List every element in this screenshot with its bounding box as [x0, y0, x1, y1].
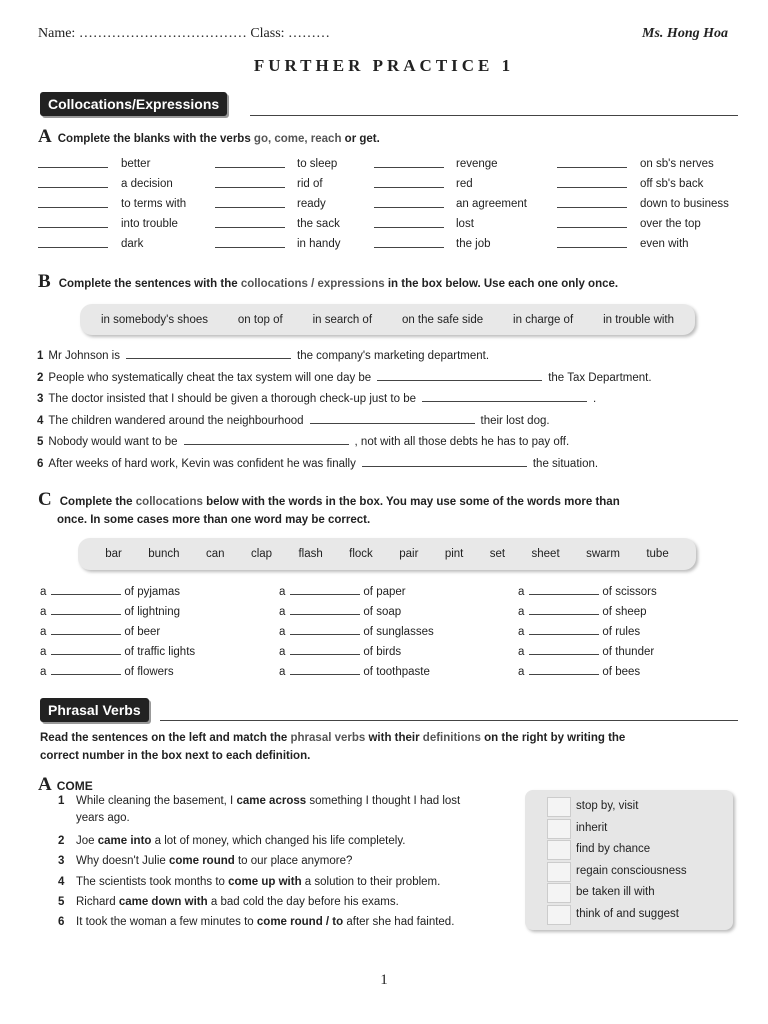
- answer-blank[interactable]: [529, 664, 599, 675]
- answer-blank[interactable]: [38, 157, 108, 168]
- sentence-number: 1: [37, 350, 44, 362]
- phrase-text: of beer: [124, 626, 161, 638]
- phrase-text: to terms with: [121, 198, 187, 210]
- answer-blank[interactable]: [215, 177, 285, 188]
- phrase-text: lost: [456, 218, 474, 230]
- sentence-number: 6: [58, 916, 65, 928]
- sentence-row: [37, 456, 598, 470]
- phrase-text: of scissors: [602, 586, 657, 598]
- answer-box[interactable]: [547, 883, 571, 903]
- phrasal-rule: [160, 720, 738, 721]
- sentence-text: Mr Johnson is: [48, 350, 120, 362]
- answer-blank[interactable]: [374, 217, 444, 228]
- article: a: [40, 606, 47, 618]
- section-letter: A: [38, 126, 52, 147]
- phrase-text: of paper: [363, 586, 406, 598]
- answer-box[interactable]: [547, 797, 571, 817]
- word-option: pint: [444, 548, 464, 560]
- teacher-name: Ms. Hong Hoa: [642, 26, 728, 41]
- phrasal-verb: come round: [168, 855, 235, 867]
- article: a: [40, 646, 47, 658]
- collocation-item: [40, 664, 174, 678]
- article: a: [518, 646, 525, 658]
- article: a: [279, 586, 286, 598]
- answer-box[interactable]: [547, 905, 571, 925]
- phrase-text: dark: [121, 238, 144, 250]
- phrasal-verb: come up with: [228, 876, 302, 888]
- collocation-item: [40, 604, 180, 618]
- collocation-item: [279, 664, 430, 678]
- sentence-row: [37, 413, 550, 427]
- phrasal-verb: came down with: [118, 896, 208, 908]
- answer-blank[interactable]: [126, 348, 291, 359]
- section-letter: C: [38, 489, 52, 510]
- answer-blank[interactable]: [51, 664, 121, 675]
- phrasal-verb: came across: [236, 795, 307, 807]
- definition-text: find by chance: [576, 843, 651, 855]
- answer-blank[interactable]: [38, 217, 108, 228]
- sentence-text: after she had fainted.: [343, 916, 455, 928]
- definition-text: be taken ill with: [576, 886, 655, 898]
- collocation-item: [518, 604, 647, 618]
- word-option: sheet: [531, 548, 560, 560]
- answer-box[interactable]: [547, 840, 571, 860]
- section-a-heading: [38, 126, 380, 149]
- sentence-number: 1: [58, 795, 65, 807]
- collocation-item: [279, 584, 406, 598]
- phrase-text: the sack: [297, 218, 340, 230]
- answer-blank[interactable]: [422, 391, 587, 402]
- sentence-text: While cleaning the basement, I: [76, 795, 237, 807]
- answer-blank[interactable]: [374, 177, 444, 188]
- collocations-rule: [250, 115, 738, 116]
- sentence-text: .: [593, 393, 597, 405]
- expression-option: in charge of: [513, 313, 574, 326]
- answer-blank[interactable]: [184, 434, 349, 445]
- section-b-instruction: Complete the sentences with the collocations / expressions in the box below. Use each one only once.: [58, 278, 619, 290]
- article: a: [518, 586, 525, 598]
- phrasal-sentence: [58, 896, 508, 908]
- sentence-text: the company's marketing department.: [297, 350, 490, 362]
- article: a: [40, 626, 47, 638]
- answer-blank[interactable]: [215, 197, 285, 208]
- sentence-number: 5: [58, 896, 65, 908]
- sentence-number: 3: [58, 855, 65, 867]
- answer-blank[interactable]: [557, 217, 627, 228]
- answer-blank[interactable]: [215, 217, 285, 228]
- word-option: flash: [298, 548, 323, 560]
- word-option: swarm: [586, 548, 620, 560]
- sentence-row: [37, 434, 569, 448]
- phrase-text: of thunder: [602, 646, 655, 658]
- phrase-text: of flowers: [124, 666, 174, 678]
- word-option: flock: [349, 548, 373, 560]
- sentence-text: a lot of money, which changed his life completely.: [151, 835, 406, 847]
- phrase-text: a decision: [121, 178, 173, 190]
- collocation-item: [279, 604, 401, 618]
- collocation-item: [518, 644, 654, 658]
- sentence-number: 2: [37, 372, 44, 384]
- sentence-text: their lost dog.: [480, 415, 550, 427]
- sentence-text: something I thought I had lost: [306, 795, 461, 807]
- answer-blank[interactable]: [310, 413, 475, 424]
- sentence-text: It took the woman a few minutes to: [76, 916, 257, 928]
- definitions-box: [525, 790, 733, 930]
- collocation-item: [279, 644, 401, 658]
- sentence-number: 4: [37, 415, 44, 427]
- sentence-text: the situation.: [532, 458, 599, 470]
- collocation-item: [518, 664, 640, 678]
- phrasal-come-heading: COME: [56, 779, 93, 793]
- answer-box[interactable]: [547, 862, 571, 882]
- phrase-text: even with: [640, 238, 689, 250]
- name-class-line: Name: ……………………………… Class: ………: [38, 26, 331, 41]
- sentence-row: [37, 348, 489, 362]
- word-option: pair: [399, 548, 419, 560]
- collocations-banner: Collocations/Expressions: [40, 92, 227, 116]
- sentence-text: a solution to their problem.: [301, 876, 441, 888]
- sentence-row: [37, 391, 596, 405]
- answer-blank[interactable]: [290, 604, 360, 615]
- answer-blank[interactable]: [374, 197, 444, 208]
- answer-blank[interactable]: [215, 157, 285, 168]
- answer-blank[interactable]: [529, 604, 599, 615]
- sentence-text: Nobody would want to be: [48, 436, 178, 448]
- phrase-text: down to business: [640, 198, 729, 210]
- answer-blank[interactable]: [557, 177, 627, 188]
- sentence-text: Richard: [76, 896, 119, 908]
- sentence-text: the Tax Department.: [548, 372, 652, 384]
- sentence-number: 3: [37, 393, 44, 405]
- phrase-text: into trouble: [121, 218, 178, 230]
- expression-option: in trouble with: [603, 313, 675, 326]
- phrasal-sentence: [58, 855, 508, 867]
- sentence-text: a bad cold the day before his exams.: [207, 896, 399, 908]
- phrasal-sentence: [58, 835, 508, 847]
- section-b-heading: [38, 271, 618, 294]
- sentence-text: The children wandered around the neighbourhood: [48, 415, 304, 427]
- phrase-text: the job: [456, 238, 491, 250]
- phrasal-sentence: [58, 916, 508, 928]
- sentence-text: Why doesn't Julie: [76, 855, 169, 867]
- sentence-text-line2: years ago.: [76, 812, 130, 824]
- collocation-item: [40, 584, 180, 598]
- phrasal-verb: came into: [97, 835, 152, 847]
- article: a: [40, 586, 47, 598]
- answer-blank[interactable]: [51, 604, 121, 615]
- article: a: [518, 606, 525, 618]
- phrase-text: revenge: [456, 158, 498, 170]
- phrase-text: ready: [297, 198, 326, 210]
- sentence-text: , not with all those debts he has to pay off.: [354, 436, 570, 448]
- expression-option: on top of: [237, 313, 283, 326]
- word-option: bar: [105, 548, 122, 560]
- answer-blank[interactable]: [51, 644, 121, 655]
- sentence-text: After weeks of hard work, Kevin was confident he was finally: [48, 458, 356, 470]
- sentence-text: People who systematically cheat the tax system will one day be: [48, 372, 372, 384]
- article: a: [40, 666, 47, 678]
- phrase-text: in handy: [297, 238, 341, 250]
- answer-blank[interactable]: [215, 237, 285, 248]
- answer-blank[interactable]: [362, 456, 527, 467]
- definition-text: inherit: [576, 821, 608, 834]
- sentence-text: The scientists took months to: [76, 876, 229, 888]
- answer-blank[interactable]: [529, 624, 599, 635]
- word-option: set: [489, 548, 506, 560]
- phrase-text: of sunglasses: [363, 626, 434, 638]
- word-option: clap: [250, 548, 273, 560]
- phrase-text: of traffic lights: [124, 646, 196, 658]
- page-title: FURTHER PRACTICE 1: [253, 56, 515, 75]
- answer-blank[interactable]: [374, 237, 444, 248]
- answer-blank[interactable]: [38, 237, 108, 248]
- answer-blank[interactable]: [51, 584, 121, 595]
- phrase-text: of lightning: [124, 606, 181, 618]
- sentence-text: Joe: [76, 835, 98, 847]
- section-a-instruction: Complete the blanks with the verbs go, come, reach or get.: [57, 133, 380, 145]
- article: a: [518, 666, 525, 678]
- sentence-number: 2: [58, 835, 65, 847]
- expression-option: in somebody's shoes: [100, 313, 208, 326]
- phrasal-verbs-banner: Phrasal Verbs: [40, 698, 149, 722]
- article: a: [279, 606, 286, 618]
- phrase-text: of toothpaste: [363, 666, 430, 678]
- article: a: [279, 666, 286, 678]
- page-number: 1: [380, 972, 388, 988]
- answer-blank[interactable]: [290, 644, 360, 655]
- answer-blank[interactable]: [38, 177, 108, 188]
- answer-blank[interactable]: [290, 584, 360, 595]
- word-option: bunch: [148, 548, 180, 560]
- word-option: can: [205, 548, 225, 560]
- answer-blank[interactable]: [529, 644, 599, 655]
- section-letter: B: [38, 271, 51, 292]
- phrasal-instruction: Read the sentences on the left and match the phrasal verbs with their definitions on the right by writing the: [40, 732, 626, 744]
- answer-box[interactable]: [547, 819, 571, 839]
- definition-text: stop by, visit: [576, 800, 639, 812]
- phrasal-a-heading: [38, 774, 93, 796]
- answer-blank[interactable]: [529, 584, 599, 595]
- section-c-instruction-line2: once. In some cases more than one word may be correct.: [57, 514, 371, 526]
- sentence-text: to our place anymore?: [234, 855, 353, 867]
- section-letter: A: [38, 774, 52, 795]
- phrasal-verb: come round / to: [256, 916, 344, 928]
- sentence-number: 4: [58, 876, 65, 888]
- collocation-item: [279, 624, 434, 638]
- phrase-text: rid of: [297, 178, 323, 190]
- collocation-item: [518, 584, 657, 598]
- answer-blank[interactable]: [290, 664, 360, 675]
- word-option: tube: [646, 548, 669, 560]
- phrasal-instruction-line2: correct number in the box next to each definition.: [40, 750, 311, 762]
- article: a: [518, 626, 525, 638]
- answer-blank[interactable]: [377, 370, 542, 381]
- page-header: [38, 26, 728, 42]
- phrase-text: on sb's nerves: [640, 158, 714, 170]
- phrase-text: of rules: [602, 626, 641, 638]
- section-c-heading: [38, 489, 620, 512]
- collocation-item: [518, 624, 640, 638]
- expression-option: on the safe side: [401, 313, 484, 326]
- collocation-item: [40, 624, 160, 638]
- article: a: [279, 626, 286, 638]
- phrase-text: of bees: [602, 666, 641, 678]
- phrase-text: of birds: [363, 646, 402, 658]
- answer-blank[interactable]: [51, 624, 121, 635]
- sentence-number: 5: [37, 436, 44, 448]
- words-box: [78, 538, 696, 570]
- phrase-text: over the top: [640, 218, 701, 230]
- article: a: [279, 646, 286, 658]
- sentence-text: The doctor insisted that I should be given a thorough check-up just to be: [48, 393, 416, 405]
- phrasal-sentence: [58, 876, 508, 888]
- definition-text: think of and suggest: [576, 907, 679, 920]
- phrasal-sentence: [58, 795, 508, 824]
- expressions-box: [80, 304, 695, 335]
- answer-blank[interactable]: [38, 197, 108, 208]
- definition-text: regain consciousness: [576, 864, 687, 877]
- phrase-text: of pyjamas: [124, 586, 181, 598]
- answer-blank[interactable]: [557, 197, 627, 208]
- sentence-row: [37, 370, 652, 384]
- collocation-item: [40, 644, 195, 658]
- expression-option: in search of: [312, 313, 373, 326]
- phrase-text: to sleep: [297, 158, 338, 170]
- section-c-instruction: Complete the collocations below with the words in the box. You may use some of the words more than: [59, 496, 620, 508]
- answer-blank[interactable]: [557, 237, 627, 248]
- phrase-text: off sb's back: [640, 178, 704, 190]
- sentence-number: 6: [37, 458, 44, 470]
- phrase-text: of sheep: [602, 606, 647, 618]
- answer-blank[interactable]: [557, 157, 627, 168]
- phrase-text: of soap: [363, 606, 402, 618]
- phrase-text: an agreement: [456, 198, 527, 210]
- answer-blank[interactable]: [290, 624, 360, 635]
- phrase-text: red: [456, 178, 473, 190]
- phrase-text: better: [121, 158, 151, 170]
- answer-blank[interactable]: [374, 157, 444, 168]
